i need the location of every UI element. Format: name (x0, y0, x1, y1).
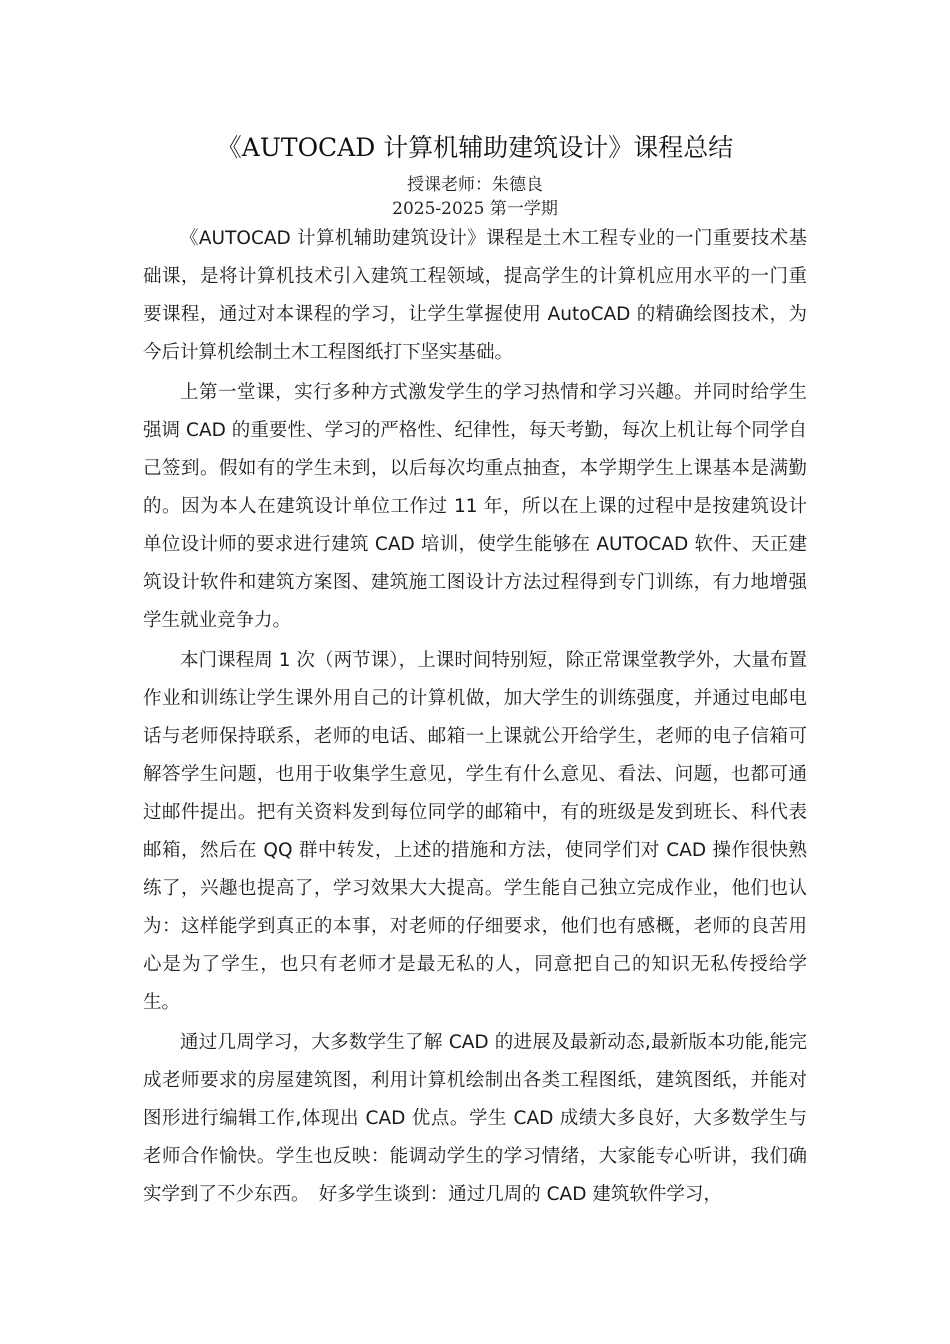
paragraph-first-class: 上第一堂课，实行多种方式激发学生的学习热情和学习兴趣。并同时给学生强调 CAD 的重要性、学习的严格性、纪律性，每天考勤，每次上机让每个同学自己签到。假如有的学生未到，以后每次均重点抽查，本学期学生上课基本是满勤的。因为本人在建筑设计单位工作过 11 年，所以在上课的过程中是按建筑设计单位设计师的要求进行建筑 CAD 培训，使学生能够在 AUTOCAD 软件、天正建筑设计软件和建筑方案图、建筑施工图设计方法过程得到专门训练，有力地增强学生就业竞争力。 (143, 382, 807, 631)
teacher-line: 授课老师：朱德良 (407, 175, 543, 195)
paragraph-intro: 《AUTOCAD 计算机辅助建筑设计》课程是土木工程专业的一门重要技术基础课，是将计算机技术引入建筑工程领域，提高学生的计算机应用水平的一门重要课程，通过对本课程的学习，让学生掌握使用 AutoCAD 的精确绘图技术，为今后计算机绘制土木工程图纸打下坚实基础。 (143, 228, 807, 363)
semester-line: 2025-2025 第一学期 (392, 199, 558, 219)
document-body (143, 220, 807, 1216)
paragraph-outcomes: 通过几周学习，大多数学生了解 CAD 的进展及最新动态,最新版本功能,能完成老师要求的房屋建筑图，利用计算机绘制出各类工程图纸，建筑图纸，并能对图形进行编辑工作,体现出 CAD 优点。学生 CAD 成绩大多良好，大多数学生与老师合作愉快。学生也反映：能调动学生的学习情绪，大家能专心听讲，我们确实学到了不少东西。 好多学生谈到：通过几周的 CAD 建筑软件学习， (143, 1032, 807, 1205)
paragraph-course-schedule: 本门课程周 1 次（两节课），上课时间特别短，除正常课堂教学外，大量布置作业和训练让学生课外用自己的计算机做，加大学生的训练强度，并通过电邮电话与老师保持联系，老师的电话、邮箱一上课就公开给学生，老师的电子信箱可解答学生问题，也用于收集学生意见，学生有什么意见、看法、问题，也都可通过邮件提出。把有关资料发到每位同学的邮箱中，有的班级是发到班长、科代表邮箱，然后在 QQ 群中转发，上述的措施和方法，使同学们对 CAD 操作很快熟练了，兴趣也提高了，学习效果大大提高。学生能自己独立完成作业，他们也认为：这样能学到真正的本事，对老师的仔细要求，他们也有感概，老师的良苦用心是为了学生，也只有老师才是最无私的人，同意把自己的知识无私传授给学生。 (143, 650, 807, 1013)
document-title: 《AUTOCAD 计算机辅助建筑设计》课程总结 (216, 133, 734, 162)
